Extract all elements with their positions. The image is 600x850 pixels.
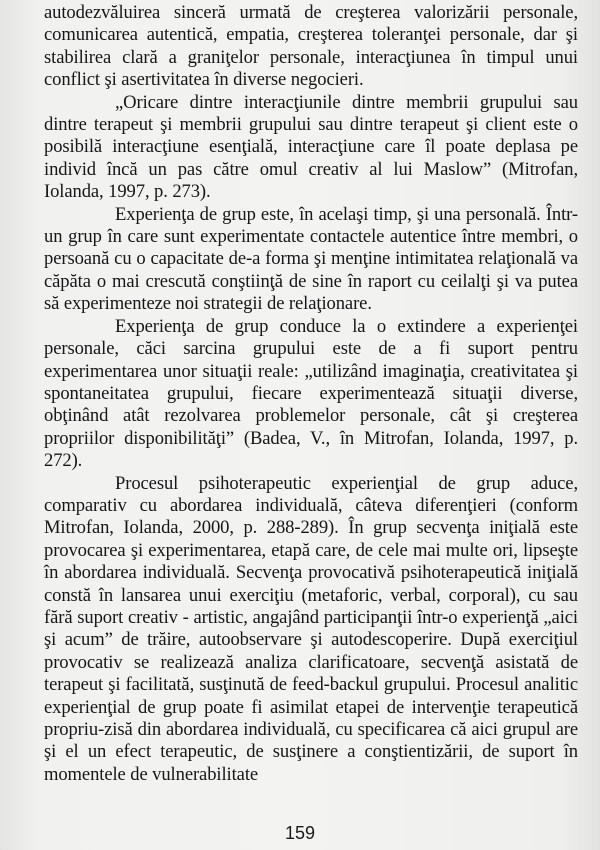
paragraph: autodezvăluirea sinceră urmată de creşterea valorizării personale, comunicarea autentică, empatia, creşterea toleranţei personale, dar şi stabilirea clară a graniţelor personale, interacţiunea în timpul unui conflict şi asertivitatea în diverse negocieri. — [44, 2, 578, 91]
paragraph: Procesul psihoterapeutic experienţial de grup aduce, comparativ cu abordarea individuală, câteva diferenţieri (conform Mitrofan, Iolanda, 2000, p. 288-289). În grup secvenţa iniţială este provocarea şi experimentarea, etapă care, de cele mai multe ori, lipseşte în abordarea individuală. Secvenţa provocativă psihoterapeutică iniţială constă în lansarea unui exerciţiu (metaforic, verbal, corporal), cu sau fără suport creativ - artistic, angajând participanţii într-o experienţă „aici şi acum” de trăire, autoobservare şi autodescoperire. După exerciţiul provocativ se realizează analiza clarificatoare, secvenţă asistată de terapeut şi facilitată, susţinută de feed-backul grupului. Procesul analitic experienţial de grup poate fi asimilat etapei de intervenţie terapeutică propriu-zisă din abordarea individuală, cu specificarea că aici grupul are şi el un efect terapeutic, de susţinere a conştientizării, de suport în momentele de vulnerabilitate — [44, 472, 578, 785]
paragraph: „Oricare dintre interacţiunile dintre membrii grupului sau dintre terapeut şi membrii grupului sau dintre terapeut şi client este o posibilă interacţiune esenţială, interacţiune care îl poate deplasa pe individ încă un pas către omul creativ al lui Maslow” (Mitrofan, Iolanda, 1997, p. 273). — [44, 91, 578, 203]
body-text — [44, 2, 578, 786]
paragraph: Experienţa de grup conduce la o extindere a experienţei personale, căci sarcina grupului este de a fi suport pentru experimentarea unor situaţii reale: „utilizând imaginaţia, creativitatea şi spontaneitatea grupului, fiecare experimentează situaţii diverse, obţinând atât rezolvarea problemelor personale, cât şi creşterea propriilor disponibilităţi” (Badea, V., în Mitrofan, Iolanda, 1997, p. 272). — [44, 315, 578, 472]
page-number: 159 — [284, 823, 316, 843]
paragraph: Experienţa de grup este, în acelaşi timp, şi una personală. Într-un grup în care sunt experimentate contactele autentice între membri, o persoană cu o capacitate de-a forma şi menţine intimitatea relaţională va căpăta o mai crescută conştiinţă de sine în raport cu ceilalţi şi va putea să experimenteze noi strategii de relaţionare. — [44, 203, 578, 315]
